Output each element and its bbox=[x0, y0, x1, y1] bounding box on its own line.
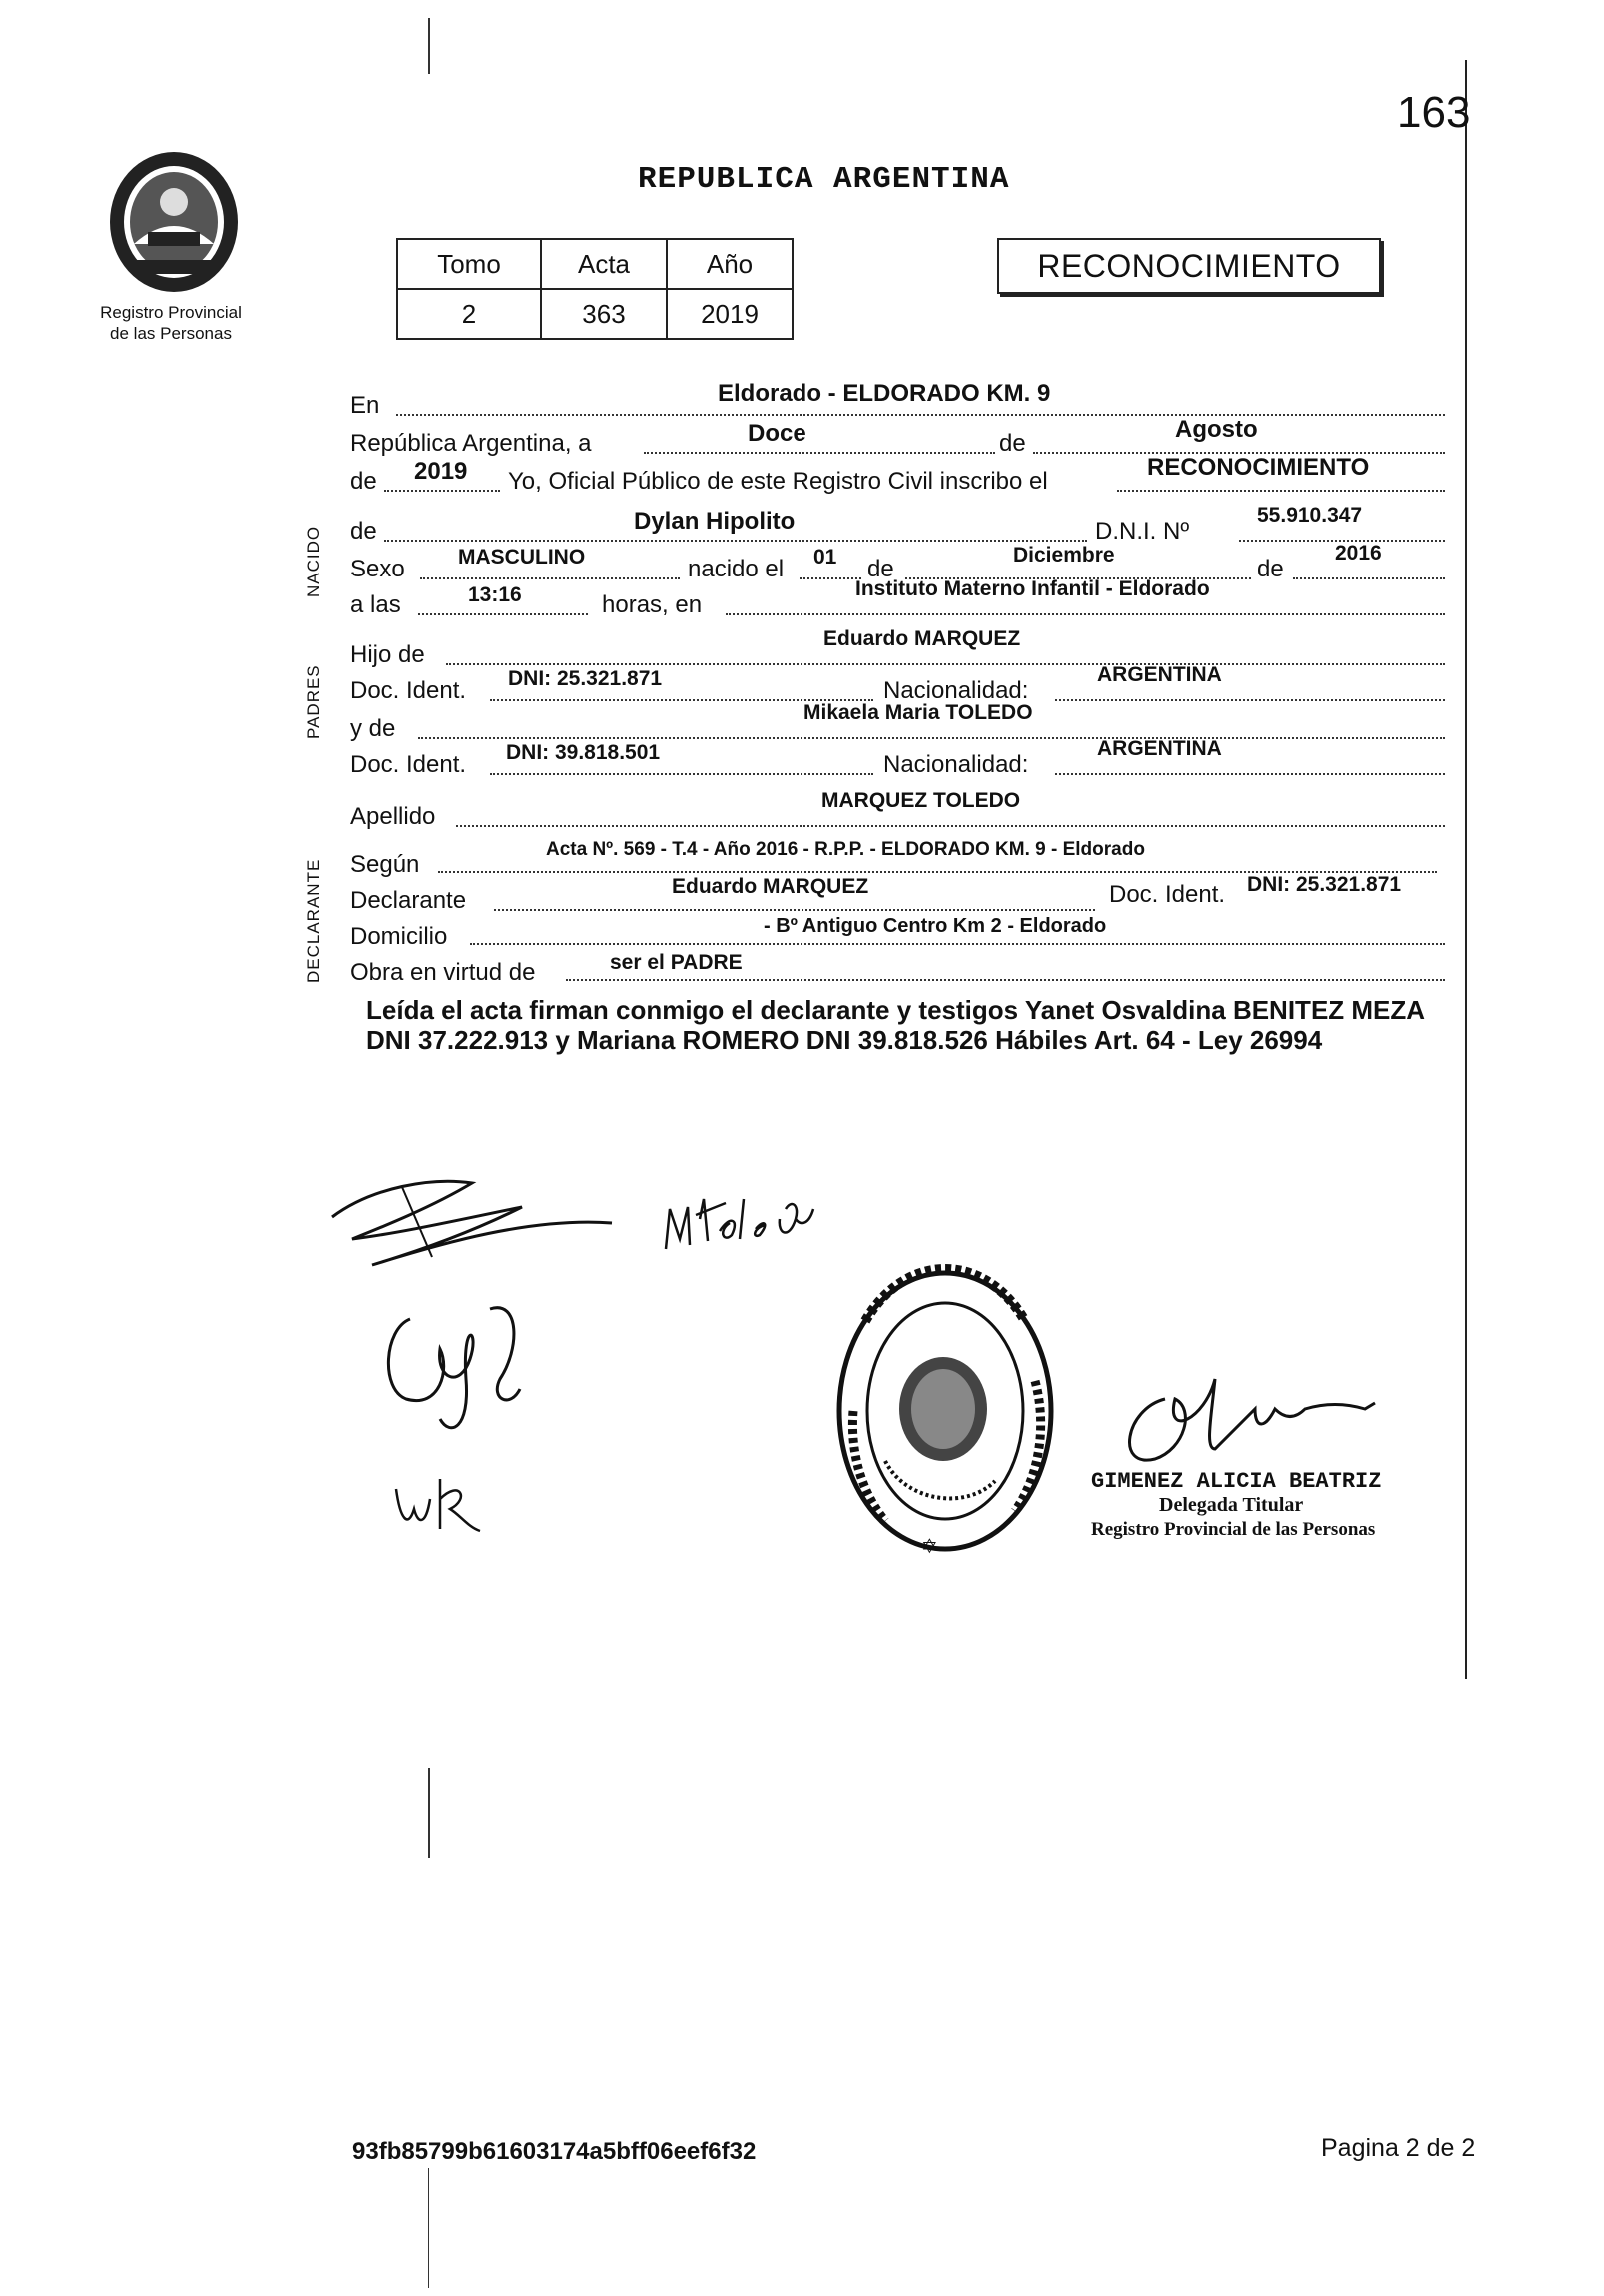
label-domicilio: Domicilio bbox=[350, 923, 448, 950]
value-child-name: Dylan Hipolito bbox=[634, 508, 796, 535]
dots-year bbox=[384, 490, 500, 492]
dots-father-name bbox=[446, 663, 1445, 665]
value-sex: MASCULINO bbox=[458, 546, 586, 569]
header-anio: Año bbox=[667, 239, 793, 289]
registry-caption-line1: Registro Provincial bbox=[100, 303, 242, 322]
value-act-kind: RECONOCIMIENTO bbox=[1147, 454, 1370, 481]
value-father-name: Eduardo MARQUEZ bbox=[823, 627, 1021, 650]
value-father-nationality: ARGENTINA bbox=[1097, 663, 1222, 686]
value-declarant-doc: DNI: 25.321.871 bbox=[1247, 873, 1402, 896]
act-type-box: RECONOCIMIENTO bbox=[997, 238, 1381, 294]
value-by-virtue: ser el PADRE bbox=[610, 951, 743, 974]
label-dni-no: D.N.I. Nº bbox=[1095, 518, 1190, 545]
official-signature bbox=[1105, 1359, 1385, 1479]
value-acta: 363 bbox=[541, 289, 667, 339]
value-anio: 2019 bbox=[667, 289, 793, 339]
header-tomo: Tomo bbox=[397, 239, 541, 289]
book-table-value-row bbox=[397, 289, 793, 339]
label-obra-en-virtud: Obra en virtud de bbox=[350, 959, 536, 986]
value-according-to: Acta Nº. 569 - T.4 - Año 2016 - R.P.P. - ELDORADO KM. 9 - Eldorado bbox=[546, 839, 1145, 860]
dots-surname bbox=[456, 825, 1445, 827]
official-office: Registro Provincial de las Personas bbox=[1091, 1519, 1376, 1540]
label-de-child: de bbox=[350, 518, 377, 545]
side-label-declarante: DECLARANTE bbox=[304, 858, 323, 983]
value-declarant-name: Eduardo MARQUEZ bbox=[672, 875, 869, 898]
value-child-dni: 55.910.347 bbox=[1257, 504, 1363, 527]
label-de-month: de bbox=[999, 430, 1026, 457]
header-acta: Acta bbox=[541, 239, 667, 289]
value-place: Eldorado - ELDORADO KM. 9 bbox=[718, 380, 1051, 407]
value-father-doc: DNI: 25.321.871 bbox=[508, 667, 663, 690]
label-segun: Según bbox=[350, 851, 420, 878]
label-declarante: Declarante bbox=[350, 887, 467, 914]
book-reference-table bbox=[396, 238, 794, 340]
binding-mark-bottom bbox=[428, 1768, 430, 1858]
value-surname: MARQUEZ TOLEDO bbox=[821, 789, 1021, 812]
official-stamp bbox=[825, 1261, 1065, 1561]
pagination: Pagina 2 de 2 bbox=[1321, 2134, 1476, 2162]
side-label-padres: PADRES bbox=[304, 664, 323, 739]
label-a-las: a las bbox=[350, 591, 401, 618]
dots-birth-place bbox=[726, 613, 1445, 615]
label-de-year: de bbox=[350, 468, 377, 495]
dots-day bbox=[644, 452, 995, 454]
label-yo-oficial: Yo, Oficial Público de este Registro Civil inscribo el bbox=[508, 468, 1048, 495]
svg-text:✡: ✡ bbox=[921, 1534, 938, 1558]
value-birth-time: 13:16 bbox=[468, 583, 522, 606]
witness-signature-2 bbox=[390, 1469, 490, 1539]
side-label-nacido: NACIDO bbox=[304, 525, 323, 597]
registry-caption bbox=[76, 302, 266, 344]
closing-statement: Leída el acta firman conmigo el declarante y testigos Yanet Osvaldina BENITEZ MEZA DNI 37.222.913 y Mariana ROMERO DNI 39.818.526 Hábiles Art. 64 - Ley 26994 bbox=[366, 995, 1425, 1055]
value-day-words: Doce bbox=[748, 420, 806, 447]
misiones-coat-of-arms-logo bbox=[104, 148, 244, 298]
label-nacionalidad-father: Nacionalidad: bbox=[883, 677, 1029, 704]
binding-mark-top bbox=[428, 18, 430, 74]
value-birth-year: 2016 bbox=[1335, 542, 1382, 565]
book-table-header-row bbox=[397, 239, 793, 289]
official-role: Delegada Titular bbox=[1159, 1494, 1304, 1516]
value-mother-name: Mikaela Maria TOLEDO bbox=[803, 701, 1033, 724]
dots-mother-name bbox=[418, 737, 1445, 739]
label-doc-ident-father: Doc. Ident. bbox=[350, 677, 467, 704]
official-signature-block bbox=[1091, 1469, 1381, 1541]
document-hash: 93fb85799b61603174a5bff06eef6f32 bbox=[352, 2138, 757, 2165]
dots-mother-nationality bbox=[1055, 773, 1445, 775]
label-en: En bbox=[350, 392, 380, 419]
label-nacionalidad-mother: Nacionalidad: bbox=[883, 751, 1029, 778]
value-address: - Bº Antiguo Centro Km 2 - Eldorado bbox=[764, 915, 1107, 937]
value-birth-month: Diciembre bbox=[1013, 544, 1115, 567]
dots-birth-year bbox=[1293, 577, 1445, 579]
page-number: 163 bbox=[1397, 88, 1471, 137]
mother-signature-toledo bbox=[660, 1179, 819, 1259]
dots-by-virtue bbox=[566, 979, 1445, 981]
label-y-de: y de bbox=[350, 715, 396, 742]
dots-birth-time bbox=[418, 613, 588, 615]
official-name: GIMENEZ ALICIA BEATRIZ bbox=[1091, 1469, 1382, 1494]
dots-birth-day bbox=[800, 577, 861, 579]
binding-mark-footer bbox=[428, 2168, 429, 2288]
label-doc-ident-declarant: Doc. Ident. bbox=[1109, 881, 1226, 908]
label-doc-ident-mother: Doc. Ident. bbox=[350, 751, 467, 778]
page-right-rule bbox=[1465, 60, 1467, 1679]
value-birth-day: 01 bbox=[813, 546, 837, 569]
country-title: REPUBLICA ARGENTINA bbox=[638, 162, 1010, 197]
label-hijo-de: Hijo de bbox=[350, 641, 425, 668]
dots-act-kind bbox=[1117, 490, 1445, 492]
label-nacido-el: nacido el bbox=[688, 556, 785, 582]
dots-child-name bbox=[384, 540, 1087, 542]
value-year: 2019 bbox=[414, 458, 468, 485]
dots-address bbox=[470, 943, 1445, 945]
label-horas-en: horas, en bbox=[602, 591, 703, 618]
dots-mother-doc bbox=[490, 773, 873, 775]
label-apellido: Apellido bbox=[350, 803, 436, 830]
label-de-birth-month: de bbox=[867, 556, 894, 582]
label-sexo: Sexo bbox=[350, 556, 405, 582]
dots-father-nationality bbox=[1055, 699, 1445, 701]
label-republica: República Argentina, a bbox=[350, 430, 592, 457]
value-mother-doc: DNI: 39.818.501 bbox=[506, 741, 661, 764]
registry-caption-line2: de las Personas bbox=[110, 324, 232, 343]
dots-sex bbox=[420, 577, 680, 579]
value-birth-place: Instituto Materno Infantil - Eldorado bbox=[855, 577, 1210, 600]
father-signature bbox=[312, 1147, 632, 1287]
witness-signature-1 bbox=[370, 1289, 540, 1439]
value-month: Agosto bbox=[1175, 416, 1258, 443]
dots-declarant-name bbox=[494, 909, 1095, 911]
dots-en bbox=[396, 414, 1445, 416]
value-mother-nationality: ARGENTINA bbox=[1097, 737, 1222, 760]
value-tomo: 2 bbox=[397, 289, 541, 339]
label-de-birth-year: de bbox=[1257, 556, 1284, 582]
